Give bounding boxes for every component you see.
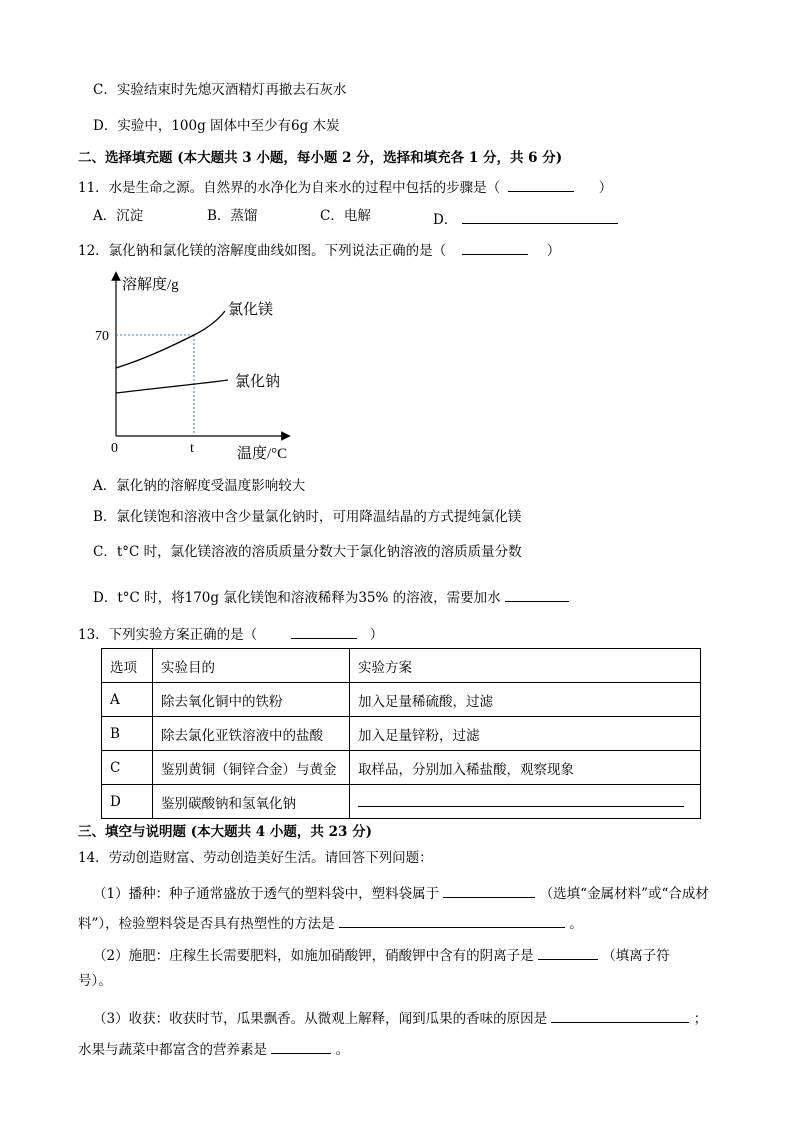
q12-option-a: A．氯化钠的溶解度受温度影响较大 [93,478,306,494]
q10-option-c: C．实验结束时先熄灭酒精灯再撤去石灰水 [93,82,347,98]
experiment-plan-table [101,648,701,819]
q12-answer-blank[interactable] [462,241,528,255]
table-row [102,683,701,717]
section-2-heading: 二、选择填充题 (本大题共 3 小题，每小题 2 分，选择和填充各 1 分，共 6 分) [78,150,563,166]
q14-part1-blank-method[interactable] [339,914,565,928]
section-3-heading: 三、填空与说明题 (本大题共 4 小题，共 23 分) [78,824,372,840]
table-row [102,751,701,785]
table-cell [350,785,701,819]
table-row [102,785,701,819]
q14-part3-blank-reason[interactable] [551,1009,689,1023]
x-tick-t: t [190,441,194,456]
q12-option-c: C．t°C 时，氯化镁溶液的溶质质量分数大于氯化钠溶液的溶质质量分数 [93,544,522,560]
q14-part2-blank-anion[interactable] [538,946,598,960]
q11-option-c: C．电解 [320,208,371,224]
table-cell: 加入足量锌粉，过滤 [350,717,701,751]
y-tick-70: 70 [95,329,109,344]
x-axis-label: 温度/°C [237,446,288,462]
q11-option-a: A．沉淀 [93,208,144,224]
series-nacl-curve [116,380,228,393]
table-cell: 取样品，分别加入稀盐酸，观察现象 [350,751,701,785]
series-nacl-label: 氯化钠 [235,374,281,390]
series-mgcl2-label: 氯化镁 [228,302,274,318]
q12-option-d-blank[interactable] [505,588,569,602]
table-cell: C [102,751,153,785]
table-header-cell: 实验方案 [350,649,701,683]
table-header-row [102,649,701,683]
q13-stem: 13．下列实验方案正确的是（ ） [78,627,384,643]
table-cell: 鉴别碳酸钠和氢氧化钠 [153,785,350,819]
q14-stem: 14．劳动创造财富、劳动创造美好生活。请回答下列问题： [78,850,433,866]
q14-part1-line2: 料”），检验塑料袋是否具有热塑性的方法是 。 [78,916,583,932]
table-header-cell: 选项 [102,649,153,683]
table-header-cell: 实验目的 [153,649,350,683]
q14-part1-blank-material[interactable] [443,884,535,898]
table-cell: 加入足量稀硫酸，过滤 [350,683,701,717]
series-mgcl2-curve [116,311,225,368]
q10-option-d: D．实验中，100g 固体中至少有6g 木炭 [93,118,340,134]
q14-part2-line1: （2）施肥：庄稼生长需要肥料，如施加硝酸钾，硝酸钾中含有的阴离子是 （填离子符 [93,948,670,964]
q11-stem: 11．水是生命之源。自然界的水净化为自来水的过程中包括的步骤是（ ） [78,180,613,196]
q11-answer-blank[interactable] [508,178,574,192]
q14-part3-line2: 水果与蔬菜中都富含的营养素是 。 [78,1042,350,1058]
q11-option-b: B．蒸馏 [207,208,258,224]
y-axis-label: 溶解度/g [122,277,179,293]
q13-answer-blank[interactable] [291,625,357,639]
table-cell: 除去氧化铜中的铁粉 [153,683,350,717]
q13-option-d-blank[interactable] [358,793,684,807]
q12-stem: 12．氯化钠和氯化镁的溶解度曲线如图。下列说法正确的是（ ） [78,243,561,259]
q14-part1-line1: （1）播种：种子通常盛放于透气的塑料袋中，塑料袋属于 （选填“金属材料”或“合成材 [93,886,709,902]
q11-option-d-blank[interactable] [462,210,618,224]
q12-option-b: B．氯化镁饱和溶液中含少量氯化钠时，可用降温结晶的方式提纯氯化镁 [93,509,522,525]
x-tick-0: 0 [111,441,118,456]
solubility-chart [88,268,303,468]
table-cell: D [102,785,153,819]
table-cell: A [102,683,153,717]
q14-part3-line1: （3）收获：收获时节，瓜果飘香。从微观上解释，闻到瓜果的香味的原因是 ； [93,1011,708,1027]
table-cell: B [102,717,153,751]
q12-option-d: D．t°C 时，将170g 氯化镁饱和溶液稀释为35% 的溶液，需要加水 [93,588,569,606]
q14-part3-blank-nutrient[interactable] [271,1040,331,1054]
q11-option-d: D． [433,210,618,228]
table-cell: 鉴别黄铜（铜锌合金）与黄金 [153,751,350,785]
q14-part2-line2: 号）。 [78,973,112,989]
table-cell: 除去氯化亚铁溶液中的盐酸 [153,717,350,751]
table-row [102,717,701,751]
